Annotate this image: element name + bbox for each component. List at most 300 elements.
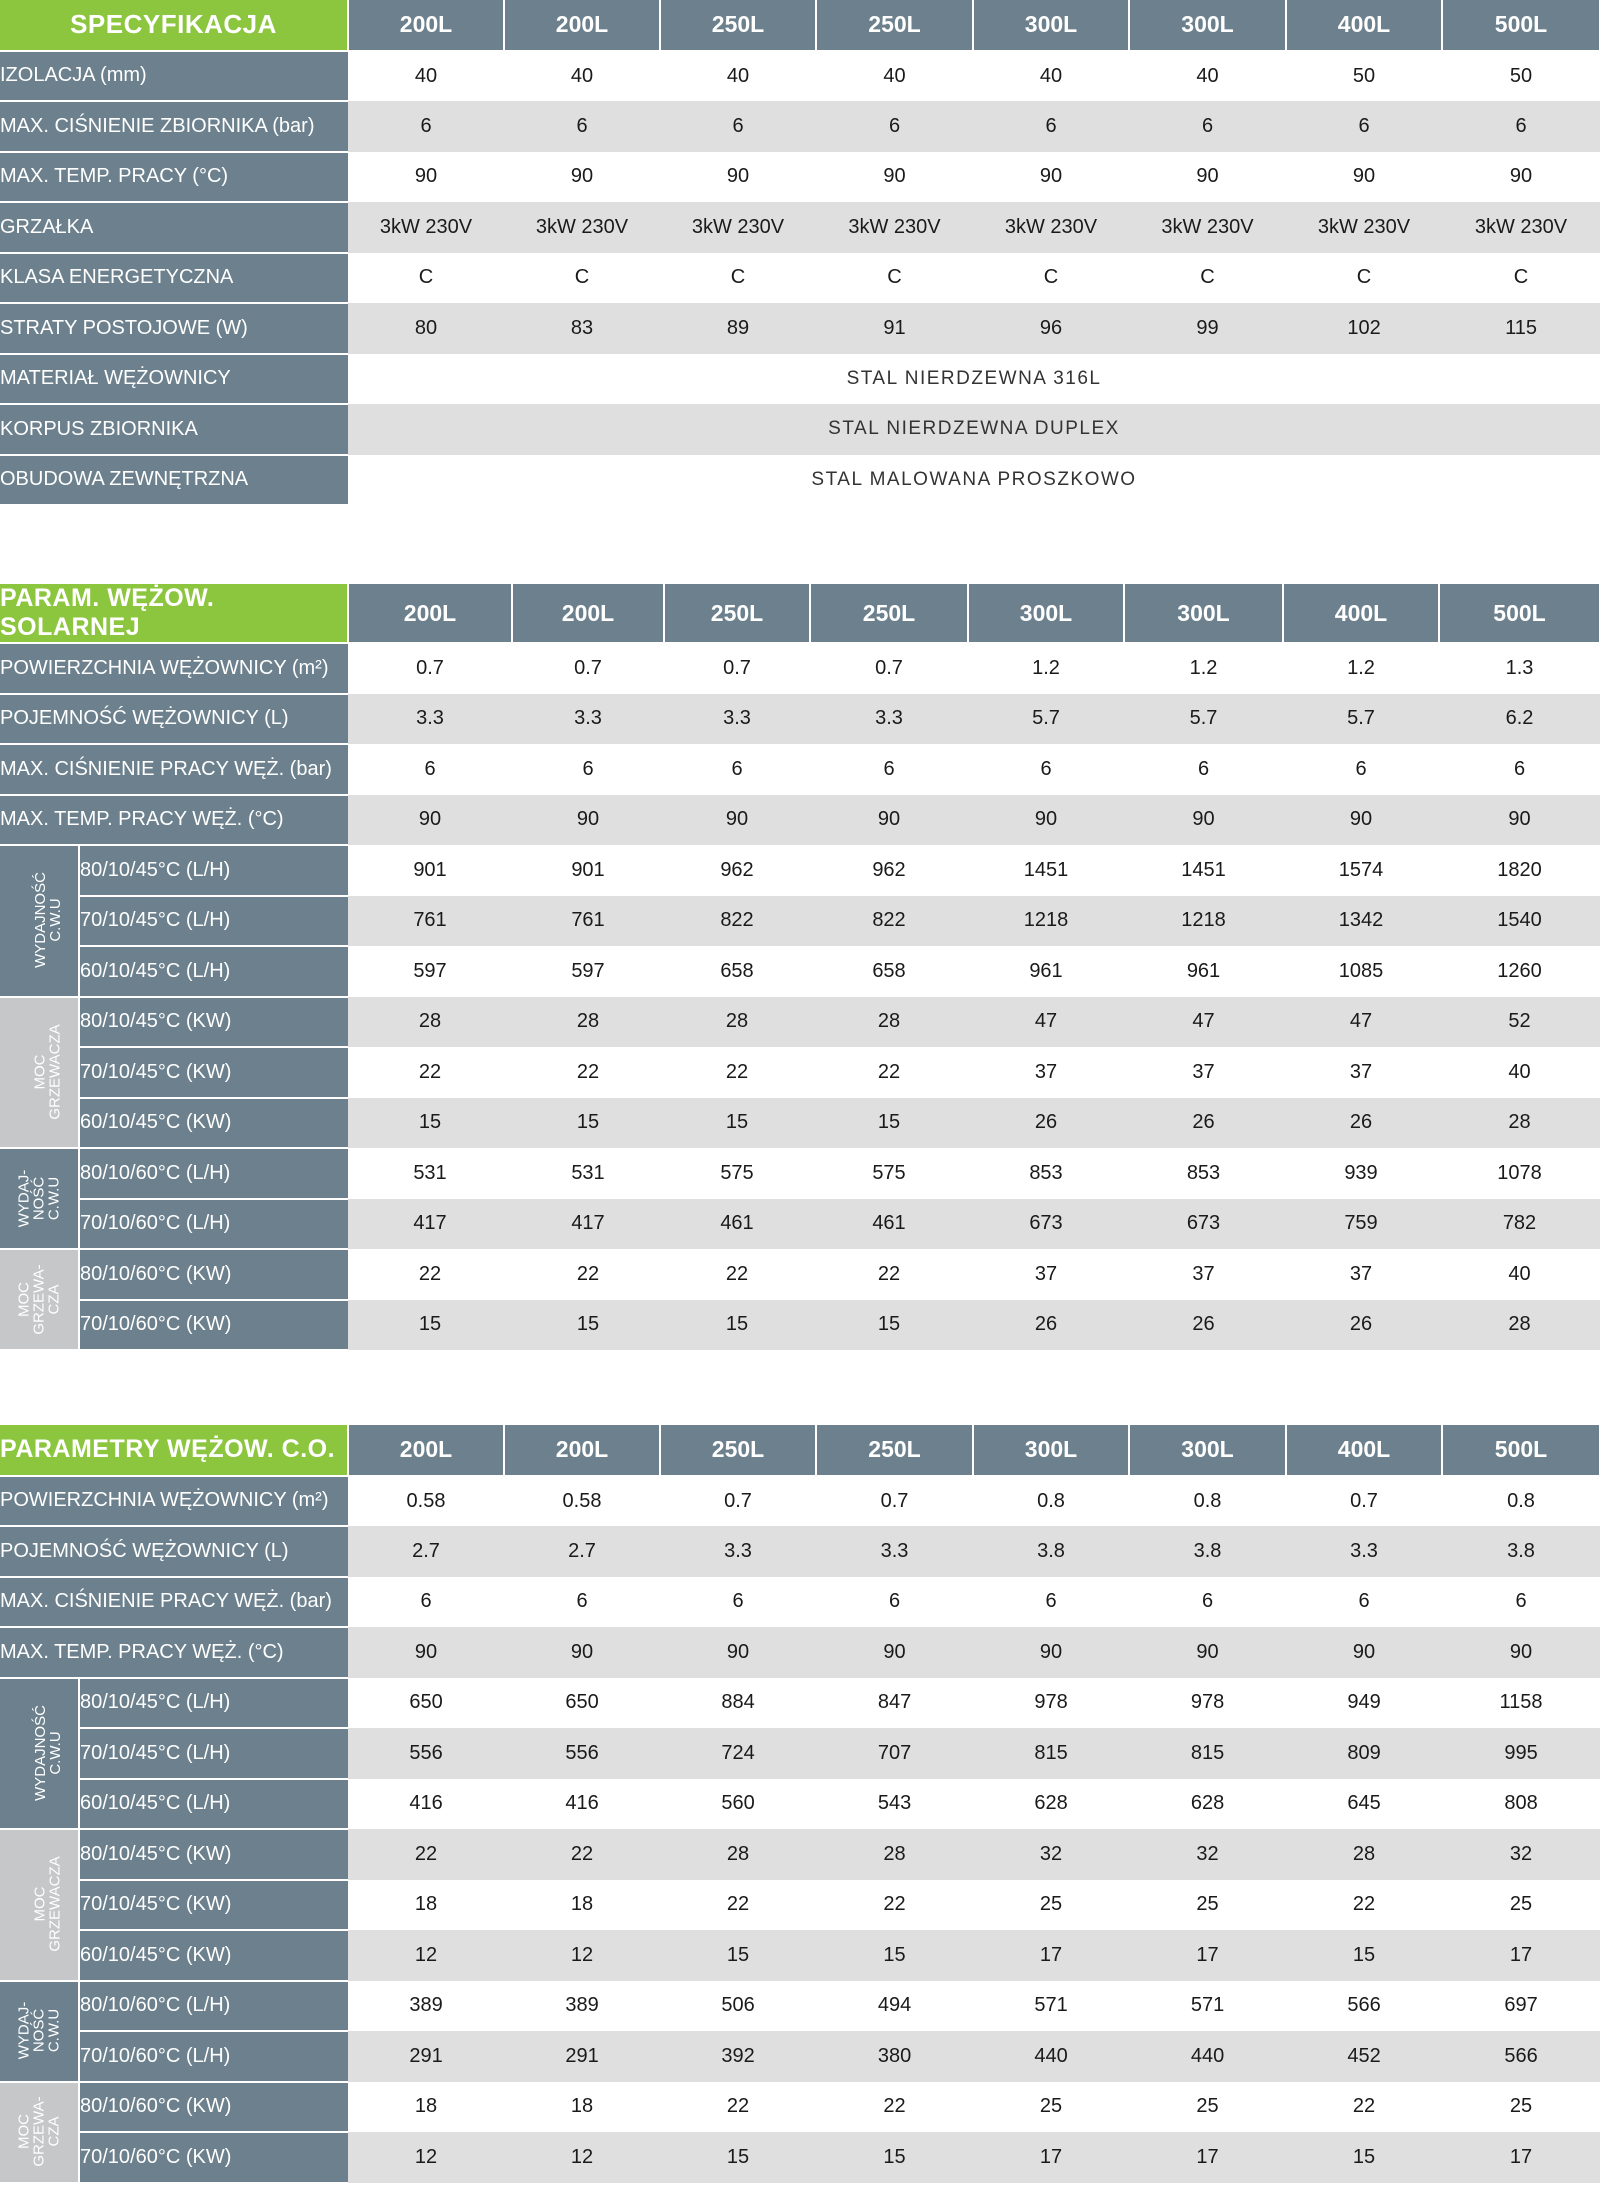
column-header: 300L [968,584,1124,643]
column-header: 500L [1439,584,1600,643]
value-cell: 724 [660,1728,816,1779]
value-cell: 15 [664,1098,810,1149]
table-row [0,1627,1600,1678]
value-cell: 25 [973,2082,1129,2133]
value-cell: 83 [504,303,660,354]
value-cell: 3.3 [1286,1526,1442,1577]
value-cell: 40 [504,51,660,102]
value-cell: 37 [1283,1047,1439,1098]
table-row [0,1728,1600,1779]
value-cell: 50 [1442,51,1600,102]
value-cell: 978 [1129,1678,1286,1729]
value-cell: 6 [504,101,660,152]
value-cell: 1078 [1439,1148,1600,1199]
value-cell: 6 [1439,744,1600,795]
value-cell: 556 [504,1728,660,1779]
value-cell: 28 [348,997,512,1048]
column-header: 250L [816,1425,973,1476]
value-cell: 291 [348,2031,504,2082]
value-cell: 15 [816,1930,973,1981]
value-cell: 380 [816,2031,973,2082]
value-cell: 6 [348,744,512,795]
value-cell: 90 [348,152,504,203]
value-cell: 90 [816,1627,973,1678]
value-cell: 90 [348,1627,504,1678]
value-cell: 494 [816,1981,973,2032]
value-cell: 1218 [1124,896,1283,947]
value-cell: C [1129,253,1286,304]
row-label: MAX. TEMP. PRACY (°C) [0,152,348,203]
value-cell: 0.8 [973,1476,1129,1527]
value-cell: 782 [1439,1199,1600,1250]
value-cell: 18 [504,1880,660,1931]
column-header: 300L [973,1425,1129,1476]
value-cell: 0.7 [348,643,512,694]
group-label-text: WYDAJNOŚĆ C.W.U [31,872,64,969]
value-cell: 28 [660,1829,816,1880]
value-cell: 32 [973,1829,1129,1880]
value-cell: 90 [1286,152,1442,203]
row-label: POJEMNOŚĆ WĘŻOWNICY (L) [0,1526,348,1577]
value-cell: 560 [660,1779,816,1830]
value-cell: 1218 [968,896,1124,947]
row-label: 70/10/45°C (L/H) [79,896,348,947]
value-cell: 40 [1129,51,1286,102]
group-label [0,1829,79,1981]
value-cell: 1085 [1283,946,1439,997]
table-row [0,1148,1600,1199]
value-cell: 961 [1124,946,1283,997]
value-cell: 90 [973,152,1129,203]
value-cell: 1260 [1439,946,1600,997]
group-label-text: WYDAJ- NOŚĆ C.W.U [15,2001,63,2060]
value-cell: 5.7 [1283,694,1439,745]
table-row [0,152,1600,203]
value-cell: 531 [512,1148,664,1199]
value-cell: 22 [1286,1880,1442,1931]
table-row [0,1098,1600,1149]
row-label: MAX. CIŚNIENIE PRACY WĘŻ. (bar) [0,744,348,795]
value-cell: 52 [1439,997,1600,1048]
value-cell: 949 [1286,1678,1442,1729]
value-cell: 6 [816,1577,973,1628]
row-label: 60/10/45°C (KW) [79,1098,348,1149]
column-header: 400L [1286,1425,1442,1476]
row-label: MAX. CIŚNIENIE PRACY WĘŻ. (bar) [0,1577,348,1628]
value-cell: C [973,253,1129,304]
value-cell: 628 [973,1779,1129,1830]
value-cell: 15 [512,1098,664,1149]
value-cell: 571 [1129,1981,1286,2032]
value-cell: 12 [348,1930,504,1981]
column-header: 200L [512,584,664,643]
value-cell: 22 [810,1047,968,1098]
value-cell: 6 [1442,101,1600,152]
table-title: SPECYFIKACJA [0,0,348,51]
value-cell: 26 [968,1300,1124,1351]
table-row [0,1779,1600,1830]
row-label: 60/10/45°C (KW) [79,1930,348,1981]
value-cell: 90 [816,152,973,203]
value-cell: 102 [1286,303,1442,354]
value-cell: 22 [348,1829,504,1880]
row-label: 60/10/45°C (L/H) [79,946,348,997]
value-cell: C [1442,253,1600,304]
value-cell: 995 [1442,1728,1600,1779]
value-cell: 17 [1442,2132,1600,2183]
value-cell: 3kW 230V [973,202,1129,253]
table-row [0,946,1600,997]
value-cell: 22 [348,1047,512,1098]
table-row [0,303,1600,354]
row-label: 80/10/60°C (KW) [79,1249,348,1300]
value-cell: 6.2 [1439,694,1600,745]
value-cell: 115 [1442,303,1600,354]
value-cell: 40 [348,51,504,102]
value-cell: 0.58 [348,1476,504,1527]
column-header: 300L [973,0,1129,51]
table-row [0,1047,1600,1098]
row-label: POWIERZCHNIA WĘŻOWNICY (m²) [0,643,348,694]
value-cell: 1342 [1283,896,1439,947]
value-cell: 566 [1442,2031,1600,2082]
value-cell: 571 [973,1981,1129,2032]
value-cell: 3.8 [1442,1526,1600,1577]
merged-value-cell: STAL MALOWANA PROSZKOWO [348,455,1600,506]
value-cell: 37 [968,1047,1124,1098]
row-label: IZOLACJA (mm) [0,51,348,102]
value-cell: 853 [1124,1148,1283,1199]
column-header: 300L [1129,1425,1286,1476]
value-cell: 47 [1283,997,1439,1048]
value-cell: 18 [348,2082,504,2133]
value-cell: 90 [504,1627,660,1678]
value-cell: 3.3 [810,694,968,745]
value-cell: 3kW 230V [1286,202,1442,253]
value-cell: 5.7 [1124,694,1283,745]
table-row [0,795,1600,846]
value-cell: 17 [1129,1930,1286,1981]
value-cell: 3.3 [660,1526,816,1577]
value-cell: 628 [1129,1779,1286,1830]
value-cell: 1451 [1124,845,1283,896]
value-cell: 1451 [968,845,1124,896]
value-cell: 761 [348,896,512,947]
value-cell: 99 [1129,303,1286,354]
value-cell: 962 [664,845,810,896]
value-cell: 18 [348,1880,504,1931]
table-row [0,1300,1600,1351]
value-cell: 90 [1129,152,1286,203]
value-cell: 15 [1286,1930,1442,1981]
value-cell: 6 [504,1577,660,1628]
value-cell: 3.3 [512,694,664,745]
value-cell: 17 [973,2132,1129,2183]
column-header: 400L [1286,0,1442,51]
column-header: 200L [504,1425,660,1476]
row-label: 80/10/45°C (L/H) [79,1678,348,1729]
value-cell: 90 [1283,795,1439,846]
table-row [0,1829,1600,1880]
value-cell: 32 [1442,1829,1600,1880]
group-label-text: WYDAJ- NOŚĆ C.W.U [15,1169,63,1227]
value-cell: 25 [1442,1880,1600,1931]
table-row [0,997,1600,1048]
value-cell: 25 [973,1880,1129,1931]
value-cell: 6 [1129,1577,1286,1628]
group-label-text: MOC GRZEWACZA [31,1856,64,1952]
group-label [0,997,79,1149]
value-cell: 47 [968,997,1124,1048]
value-cell: 961 [968,946,1124,997]
value-cell: 597 [348,946,512,997]
group-label [0,1148,79,1249]
value-cell: 3.3 [348,694,512,745]
value-cell: 417 [348,1199,512,1250]
row-label: KLASA ENERGETYCZNA [0,253,348,304]
table-row [0,694,1600,745]
value-cell: 759 [1283,1199,1439,1250]
group-label-text: MOC GRZEWA- CZA [15,2096,63,2167]
value-cell: 389 [504,1981,660,2032]
value-cell: 3kW 230V [1442,202,1600,253]
value-cell: 962 [810,845,968,896]
table-row [0,896,1600,947]
value-cell: 3kW 230V [504,202,660,253]
table-title: PARAMETRY WĘŻOW. C.O. [0,1425,348,1476]
solar-coil-table [0,584,1600,1351]
value-cell: 12 [348,2132,504,2183]
value-cell: 440 [973,2031,1129,2082]
header-row [0,1425,1600,1476]
value-cell: 28 [1286,1829,1442,1880]
value-cell: 90 [1129,1627,1286,1678]
value-cell: 40 [973,51,1129,102]
value-cell: 556 [348,1728,504,1779]
value-cell: 90 [1442,1627,1600,1678]
group-label-text: MOC GRZEWA- CZA [15,1263,63,1335]
value-cell: 5.7 [968,694,1124,745]
row-label: MATERIAŁ WĘŻOWNICY [0,354,348,405]
value-cell: 1574 [1283,845,1439,896]
column-header: 250L [660,0,816,51]
value-cell: 17 [1442,1930,1600,1981]
value-cell: 0.8 [1129,1476,1286,1527]
row-label: 80/10/45°C (KW) [79,1829,348,1880]
value-cell: 6 [1286,1577,1442,1628]
column-header: 500L [1442,0,1600,51]
value-cell: 0.7 [512,643,664,694]
value-cell: 15 [660,1930,816,1981]
value-cell: 461 [810,1199,968,1250]
value-cell: 461 [664,1199,810,1250]
row-label: 80/10/60°C (KW) [79,2082,348,2133]
value-cell: 22 [660,1880,816,1931]
value-cell: 901 [512,845,664,896]
value-cell: 1.2 [968,643,1124,694]
value-cell: 575 [664,1148,810,1199]
table-row [0,1476,1600,1527]
value-cell: 17 [1129,2132,1286,2183]
value-cell: 22 [512,1047,664,1098]
row-label: 80/10/60°C (L/H) [79,1148,348,1199]
value-cell: 808 [1442,1779,1600,1830]
value-cell: 22 [504,1829,660,1880]
value-cell: 37 [968,1249,1124,1300]
value-cell: 22 [816,2082,973,2133]
value-cell: C [504,253,660,304]
value-cell: 22 [1286,2082,1442,2133]
value-cell: 22 [816,1880,973,1931]
value-cell: 416 [348,1779,504,1830]
value-cell: 80 [348,303,504,354]
value-cell: 28 [512,997,664,1048]
value-cell: 15 [660,2132,816,2183]
value-cell: 40 [1439,1249,1600,1300]
group-label-text: MOC GRZEWACZA [31,1024,64,1120]
value-cell: 28 [1439,1300,1600,1351]
value-cell: 6 [348,1577,504,1628]
value-cell: 37 [1124,1249,1283,1300]
value-cell: 291 [504,2031,660,2082]
value-cell: 645 [1286,1779,1442,1830]
column-header: 300L [1124,584,1283,643]
value-cell: 1.3 [1439,643,1600,694]
value-cell: 0.8 [1442,1476,1600,1527]
value-cell: C [660,253,816,304]
value-cell: 90 [1442,152,1600,203]
group-label-text: WYDAJNOŚĆ C.W.U [31,1704,64,1801]
value-cell: 15 [816,2132,973,2183]
value-cell: 650 [504,1678,660,1729]
column-header: 200L [348,1425,504,1476]
value-cell: 26 [968,1098,1124,1149]
value-cell: 417 [512,1199,664,1250]
value-cell: 25 [1129,2082,1286,2133]
header-row [0,0,1600,51]
group-label [0,1981,79,2082]
table-row [0,1930,1600,1981]
table-row [0,1199,1600,1250]
table-row [0,1678,1600,1729]
row-label: 70/10/45°C (KW) [79,1880,348,1931]
value-cell: 15 [810,1300,968,1351]
row-label: STRATY POSTOJOWE (W) [0,303,348,354]
value-cell: 815 [1129,1728,1286,1779]
value-cell: 3kW 230V [348,202,504,253]
row-label: 80/10/60°C (L/H) [79,1981,348,2032]
table-row [0,1981,1600,2032]
value-cell: 531 [348,1148,512,1199]
column-header: 200L [348,0,504,51]
table-row [0,1249,1600,1300]
column-header: 300L [1129,0,1286,51]
column-header: 250L [660,1425,816,1476]
value-cell: 18 [504,2082,660,2133]
group-label [0,845,79,997]
value-cell: 6 [348,101,504,152]
value-cell: 707 [816,1728,973,1779]
value-cell: 90 [1439,795,1600,846]
value-cell: 6 [664,744,810,795]
row-label: OBUDOWA ZEWNĘTRZNA [0,455,348,506]
table-row [0,2031,1600,2082]
value-cell: 761 [512,896,664,947]
row-label: 70/10/60°C (L/H) [79,1199,348,1250]
value-cell: 90 [660,1627,816,1678]
value-cell: 25 [1129,1880,1286,1931]
column-header: 250L [664,584,810,643]
table-row [0,253,1600,304]
value-cell: 1.2 [1124,643,1283,694]
value-cell: 416 [504,1779,660,1830]
row-label: POJEMNOŚĆ WĘŻOWNICY (L) [0,694,348,745]
value-cell: 26 [1124,1098,1283,1149]
value-cell: 26 [1283,1098,1439,1149]
value-cell: 15 [810,1098,968,1149]
value-cell: 91 [816,303,973,354]
row-label: 60/10/45°C (L/H) [79,1779,348,1830]
row-label: 70/10/45°C (KW) [79,1047,348,1098]
row-label: 70/10/45°C (L/H) [79,1728,348,1779]
value-cell: 0.7 [1286,1476,1442,1527]
column-header: 200L [504,0,660,51]
value-cell: 389 [348,1981,504,2032]
value-cell: 15 [664,1300,810,1351]
value-cell: 3kW 230V [660,202,816,253]
value-cell: 1158 [1442,1678,1600,1729]
value-cell: 90 [968,795,1124,846]
value-cell: 28 [664,997,810,1048]
value-cell: 0.7 [816,1476,973,1527]
value-cell: 28 [1439,1098,1600,1149]
value-cell: 847 [816,1678,973,1729]
value-cell: 28 [816,1829,973,1880]
value-cell: 566 [1286,1981,1442,2032]
table-row [0,101,1600,152]
value-cell: 6 [1286,101,1442,152]
value-cell: 978 [973,1678,1129,1729]
value-cell: 6 [1283,744,1439,795]
row-label: GRZAŁKA [0,202,348,253]
value-cell: 697 [1442,1981,1600,2032]
group-label [0,2082,79,2183]
value-cell: 0.7 [810,643,968,694]
value-cell: 1.2 [1283,643,1439,694]
value-cell: 452 [1286,2031,1442,2082]
value-cell: 6 [816,101,973,152]
value-cell: 6 [810,744,968,795]
row-label: 80/10/45°C (KW) [79,997,348,1048]
table-row [0,1526,1600,1577]
value-cell: 90 [973,1627,1129,1678]
value-cell: 853 [968,1148,1124,1199]
value-cell: 22 [810,1249,968,1300]
value-cell: 6 [660,1577,816,1628]
value-cell: 6 [973,101,1129,152]
value-cell: 12 [504,2132,660,2183]
value-cell: 575 [810,1148,968,1199]
value-cell: 543 [816,1779,973,1830]
table-row [0,202,1600,253]
value-cell: C [348,253,504,304]
value-cell: 90 [810,795,968,846]
value-cell: 6 [1124,744,1283,795]
value-cell: 25 [1442,2082,1600,2133]
column-header: 250L [810,584,968,643]
value-cell: 3.8 [973,1526,1129,1577]
value-cell: 884 [660,1678,816,1729]
